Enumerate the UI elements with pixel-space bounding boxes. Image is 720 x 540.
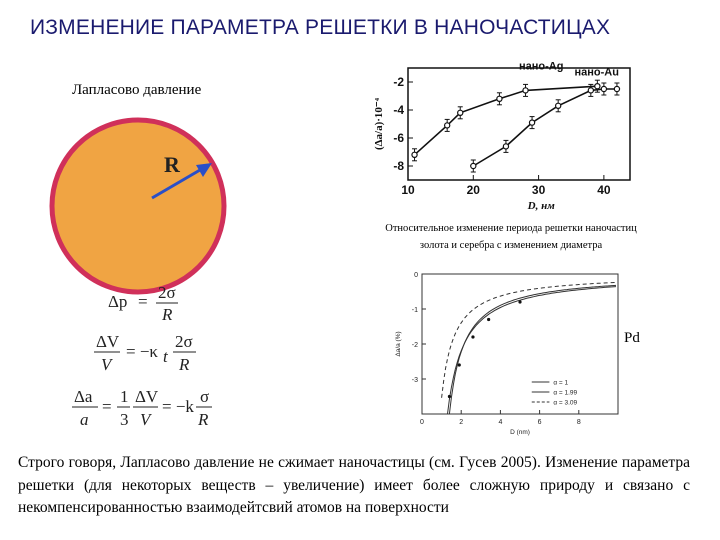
- f1-eq: =: [138, 292, 148, 311]
- legend-label: α = 1: [553, 379, 569, 387]
- x-axis-label: D, нм: [527, 200, 555, 212]
- y-axis-label: Δa/a (%): [395, 331, 402, 357]
- f2-lhs-num: ΔV: [96, 332, 120, 351]
- x-tick-label: 10: [401, 183, 415, 197]
- pd-label: Pd: [624, 330, 640, 346]
- f3-c-den: 3: [120, 410, 129, 429]
- legend-label: α = 1.99: [553, 389, 578, 397]
- data-point: [556, 103, 561, 108]
- data-point: [448, 395, 451, 398]
- data-point: [497, 96, 502, 101]
- bottom-paragraph: Строго говоря, Лапласово давление не сжимает наночастицы (см. Гусев 2005). Изменение параметра решетки (для некоторых веществ – увеличение) имеет более сложную природу и связано с некомпенсированностью взаимодейтсвий атомов на поверхности: [18, 454, 690, 516]
- nanoparticle-sphere: [40, 110, 240, 300]
- f3-c-num: 1: [120, 387, 129, 406]
- y-tick-label: -2: [411, 342, 418, 349]
- x-tick-label: 8: [576, 419, 581, 426]
- formula-lattice: [72, 387, 212, 429]
- x-tick-label: 30: [531, 183, 546, 197]
- series-label: нано-Au: [574, 66, 619, 79]
- formula-laplace: [108, 283, 178, 324]
- chart-pd: [388, 268, 624, 448]
- f2-num: 2σ: [175, 332, 193, 351]
- x-tick-label: 0: [420, 419, 424, 426]
- data-point: [588, 88, 593, 93]
- f3-num: σ: [200, 387, 210, 406]
- formula-volume: [94, 332, 196, 374]
- data-point: [458, 110, 463, 115]
- f1-lhs: Δp: [108, 292, 128, 311]
- data-point: [445, 123, 450, 128]
- f2-sub: t: [163, 347, 168, 366]
- data-point: [471, 335, 474, 338]
- x-tick-label: 2: [459, 419, 464, 426]
- series-line: [442, 282, 616, 397]
- x-axis-label: D (nm): [510, 429, 530, 436]
- x-tick-label: 4: [498, 419, 503, 426]
- y-tick-label: -4: [393, 103, 404, 117]
- formula-block: [70, 285, 240, 435]
- f3-lhs-num: Δa: [74, 387, 93, 406]
- f3-v-num: ΔV: [135, 387, 159, 406]
- y-tick-label: 0: [414, 272, 418, 279]
- y-axis-label: (Δa/a)·10⁻⁴: [373, 97, 385, 151]
- series-label: нано-Ag: [519, 60, 564, 73]
- f2-eq: = −κ: [126, 342, 158, 361]
- slide-title: ИЗМЕНЕНИЕ ПАРАМЕТРА РЕШЕТКИ В НАНОЧАСТИЦАХ: [30, 16, 611, 39]
- f2-lhs-den: V: [101, 355, 112, 374]
- f3-eq: =: [102, 397, 112, 416]
- data-point: [503, 144, 508, 149]
- chart-ag-au: [368, 60, 638, 215]
- data-point: [614, 86, 619, 91]
- laplace-pressure-label: Лапласово давление: [72, 82, 202, 98]
- legend-label: α = 3.09: [553, 399, 578, 407]
- y-tick-label: -8: [393, 159, 404, 173]
- x-tick-label: 40: [597, 183, 611, 197]
- y-tick-label: -1: [411, 307, 418, 314]
- radius-label: R: [164, 152, 180, 177]
- f3-den: R: [198, 410, 209, 429]
- chart-caption: Относительное изменение периода решетки наночастиц золота и серебра с изменением диаметра: [385, 223, 637, 251]
- plot-frame: [422, 274, 618, 414]
- series-line: [448, 287, 617, 414]
- y-tick-label: -2: [393, 75, 404, 89]
- x-tick-label: 20: [466, 183, 480, 197]
- data-point: [518, 300, 521, 303]
- data-point: [412, 152, 417, 157]
- f3-v-den: V: [140, 410, 151, 429]
- f1-num: 2σ: [158, 283, 176, 302]
- data-point: [487, 318, 490, 321]
- series-line: [449, 285, 616, 414]
- f2-den: R: [179, 355, 190, 374]
- sphere-circle: [52, 120, 224, 292]
- x-tick-label: 6: [537, 419, 542, 426]
- data-point: [529, 120, 534, 125]
- f3-eq2: = −k: [162, 397, 194, 416]
- y-tick-label: -3: [411, 377, 418, 384]
- data-point: [601, 86, 606, 91]
- data-point: [523, 88, 528, 93]
- data-point: [471, 163, 476, 168]
- data-point: [595, 84, 600, 89]
- y-tick-label: -6: [393, 131, 404, 145]
- f3-lhs-den: a: [80, 410, 89, 429]
- f1-den: R: [162, 305, 173, 324]
